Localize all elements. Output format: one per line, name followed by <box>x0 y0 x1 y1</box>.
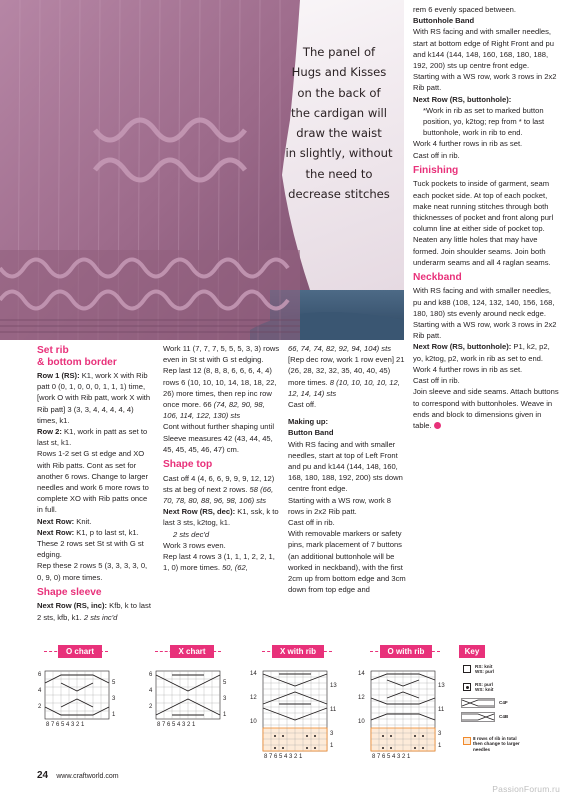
instructions-column-2 <box>163 343 280 573</box>
row-text: K1, work in patt as set to last st, k1. <box>37 427 148 448</box>
heading-shape-top: Shape top <box>163 459 213 471</box>
subheading-making-up: Making up: <box>288 417 329 427</box>
heading-line: & bottom border <box>37 356 117 368</box>
paragraph: Cast off 4 (4, 6, 6, 9, 9, 9, 12, 12) sts at beg of next 2 rows. <box>163 473 275 494</box>
instructions-column-1 <box>37 343 154 623</box>
paragraph: *Work in rib as set to marked button position, yo, k2tog; rep from * to last buttonhole, work in rib to end. <box>423 105 545 138</box>
chart-key <box>459 645 557 760</box>
photo-caption <box>275 42 403 204</box>
row-text: Knit. <box>74 516 92 526</box>
paragraph: Rep last 4 rows 3 (1, 1, 1, 2, 2, 1, 1, 0) more times. <box>163 551 275 573</box>
c4b-cable-icon <box>461 712 495 722</box>
rib-rows-symbol-icon <box>463 737 471 745</box>
key-purl-rs: RS: purl <box>475 682 493 687</box>
row-number: 13 <box>438 683 445 689</box>
row-number: 11 <box>330 707 337 713</box>
stitch-count: 66, 74, 74, 82, 92, 94, 104) sts <box>288 344 392 353</box>
key-c4f: C4F <box>499 700 508 705</box>
caption-line: on the back of <box>297 85 381 100</box>
row-label: Next Row (RS, buttonhole): <box>413 342 512 352</box>
paragraph: Cast off in rib. <box>288 518 335 528</box>
row-label: Next Row (RS, dec): <box>163 507 236 517</box>
purl-symbol-icon <box>463 683 471 691</box>
row-number: 1 <box>112 712 116 718</box>
c4f-cable-icon <box>461 698 495 708</box>
instructions-column-4 <box>413 4 561 431</box>
paragraph: Work 4 further rows in rib as set. <box>413 139 523 149</box>
paragraph: With RS facing and with smaller needles, start at top of Left Front and pu and k144 (144, 148, 160, 168, 180, 188, 192, 200) sts down centre front edge. <box>288 439 403 494</box>
knitting-charts <box>0 640 566 760</box>
key-knit-ws: WS: purl <box>475 669 494 675</box>
row-number: 2 <box>38 704 42 710</box>
row-number: 14 <box>250 671 257 677</box>
stitch-count: 8 (10, 10, 10, 10, 12, 12, 14, 14) sts <box>288 377 400 398</box>
row-text: K1, work X with Rib patt 0 (0, 1, 0, 0, 0, 1, 1, 1) time, [work O with Rib patt, work X with Rib patt] 3 (3, 3, 4, 4, 4, 4, 4) times, k1. <box>37 371 151 425</box>
x-chart-grid <box>155 670 221 720</box>
paragraph: Work 3 rows even. <box>163 540 226 550</box>
row-text: Kfb, k to last 2 sts, kfb, k1. <box>37 601 151 622</box>
knit-symbol-icon <box>463 665 471 673</box>
instructions-column-3 <box>288 343 406 595</box>
paragraph: [Rep dec row, work 1 row even] 21 (26, 28, 32, 32, 35, 40, 40, 45) more times. <box>288 355 405 387</box>
o-with-rib-title: O with rib <box>380 645 432 658</box>
key-knit <box>475 664 494 675</box>
row-label: Next Row (RS, buttonhole): <box>413 94 512 104</box>
row-label: Row 2: <box>37 427 62 437</box>
watermark: PassionForum.ru <box>492 784 560 794</box>
paragraph: Work 4 further rows in rib as set. <box>413 364 523 374</box>
column-numbers: 8 7 6 5 4 3 2 1 <box>264 754 303 760</box>
row-text: P1, k2, p2, yo, k2tog, p2, work in rib as set to end. <box>413 342 550 363</box>
subheading-buttonhole-band: Buttonhole Band <box>413 16 475 26</box>
key-rib <box>473 736 557 752</box>
row-number: 10 <box>250 719 257 725</box>
stitch-count: 50, (62, <box>222 563 248 573</box>
paragraph: With RS facing and with smaller needles, pu and k88 (108, 124, 132, 140, 156, 168, 180, 180) sts evenly around neck edge. <box>413 286 555 318</box>
page-footer <box>37 770 119 781</box>
row-number: 2 <box>149 704 153 710</box>
row-number: 5 <box>223 680 227 686</box>
paragraph: Cont without further shaping until Sleeve measures 42 (43, 44, 45, 45, 45, 45, 46, 47) cm. <box>163 422 275 454</box>
row-number: 1 <box>330 743 334 749</box>
paragraph: Rep last 12 (8, 8, 8, 6, 6, 6, 4, 4) rows 6 (10, 10, 10, 14, 18, 18, 22, 26) more times, then rep inc row once more. 66 <box>163 366 277 410</box>
caption-line: the need to <box>305 166 373 181</box>
key-purl-ws: WS: knit <box>475 687 494 693</box>
stitch-count: 2 sts dec'd <box>173 529 210 539</box>
paragraph: Starting with a WS row, work 8 rows in 2x2 Rib patt. <box>288 495 391 516</box>
caption-line: decrease stitches <box>288 187 390 202</box>
row-number: 3 <box>438 731 442 737</box>
end-bullet-icon <box>434 422 441 429</box>
page-number: 24 <box>37 770 49 781</box>
row-label: Next Row: <box>37 527 75 537</box>
paragraph: Rep these 2 rows 5 (3, 3, 3, 3, 0, 0, 9, 0) more times. <box>37 561 148 582</box>
stitch-count: (74, 82, 90, 98, 106, 114, 122, 130) sts <box>163 400 265 421</box>
x-with-rib-grid <box>262 670 328 752</box>
row-label: Next Row (RS, inc): <box>37 601 108 611</box>
paragraph: Tuck pockets to inside of garment, seam each pocket side. At top of each pocket, make neat running stitches through both thicknesses of pocket and front along purl column line at either side of pocket top. Neaten any little holes that may have formed. Join shoulder seams. Join both underarm seams and all 4 raglan seams. <box>413 179 554 267</box>
row-number: 4 <box>38 688 42 694</box>
o-chart-grid <box>44 670 110 720</box>
paragraph: Rows 1-2 set G st edge and XO with Rib patts. Cont as set for another 6 rows. Change to larger needles and work 6 more rows to complete XO with Rib patts once in full. <box>37 449 149 515</box>
row-number: 11 <box>438 707 445 713</box>
paragraph: Work 11 (7, 7, 7, 5, 5, 5, 3, 3) rows even in St st with G st edging. <box>163 344 280 365</box>
heading-neckband: Neckband <box>413 271 462 283</box>
paragraph: These 2 rows set St st with G st edging. <box>37 539 144 560</box>
caption-line: the cardigan will <box>291 105 387 120</box>
row-number: 5 <box>112 680 116 686</box>
row-number: 6 <box>149 672 153 678</box>
row-number: 13 <box>330 683 337 689</box>
paragraph: Starting with a WS row, work 3 rows in 2x2 Rib patt. <box>413 72 557 93</box>
row-number: 6 <box>38 672 42 678</box>
row-label: Next Row: <box>37 516 75 526</box>
cardigan-photo <box>0 0 404 340</box>
row-label: Row 1 (RS): <box>37 371 80 380</box>
row-number: 4 <box>149 688 153 694</box>
row-number: 3 <box>330 731 334 737</box>
row-number: 12 <box>250 695 257 701</box>
heading-shape-sleeve: Shape sleeve <box>37 586 102 598</box>
key-knit-rs: RS: knit <box>475 664 493 669</box>
row-text: K1, ssk, k to last 3 sts, k2tog, k1. <box>163 507 279 528</box>
paragraph: Starting with a WS row, work 3 rows in 2x2 Rib patt. <box>413 320 557 341</box>
o-with-rib-grid <box>370 670 436 752</box>
paragraph: Cast off in rib. <box>413 150 460 160</box>
row-number: 10 <box>358 719 365 725</box>
row-number: 1 <box>223 712 227 718</box>
x-chart-title: X chart <box>170 645 214 658</box>
stitch-count: 2 sts inc'd <box>83 612 118 622</box>
caption-line: draw the waist <box>296 126 382 141</box>
column-numbers: 8 7 6 5 4 3 2 1 <box>372 754 411 760</box>
paragraph: rem 6 evenly spaced between. <box>413 5 516 14</box>
column-numbers: 8 7 6 5 4 3 2 1 <box>46 722 85 728</box>
column-numbers: 8 7 6 5 4 3 2 1 <box>157 722 196 728</box>
key-rib-line: needles <box>473 746 491 752</box>
caption-line: The panel of <box>302 45 376 59</box>
row-number: 1 <box>438 743 442 749</box>
row-text: K1, p to last st, k1. <box>74 527 139 537</box>
paragraph: Cast off in rib. <box>413 376 460 386</box>
row-number: 12 <box>358 695 365 701</box>
key-rib-line: then change to larger <box>473 741 520 747</box>
website-url: www.craftworld.com <box>56 773 119 780</box>
key-purl <box>475 682 493 693</box>
subheading-button-band: Button Band <box>288 428 334 438</box>
heading-line: Set rib <box>37 345 69 356</box>
paragraph: With removable markers or safety pins, mark placement of 7 buttons (an additional buttonhole will be worked in neckband), with the first 2cm up from bottom edge and 3cm down from top edge and <box>288 529 406 595</box>
row-number: 14 <box>358 671 365 677</box>
paragraph: Join sleeve and side seams. Attach buttons to correspond with buttonholes. Weave in ends and block to dimensions given in table. <box>413 387 559 430</box>
o-chart-title: O chart <box>58 645 102 658</box>
key-c4b: C4B <box>499 714 509 719</box>
paragraph: With RS facing and with smaller needles, start at bottom edge of Right Front and pu and k144 (144, 148, 160, 168, 180, 188, 192, 200) sts up centre front edge. <box>413 27 554 71</box>
paragraph: Cast off. <box>288 400 317 410</box>
row-number: 3 <box>112 696 116 702</box>
key-rib-line: 8 rows of rib in total <box>473 736 517 741</box>
key-title: Key <box>459 645 485 658</box>
heading-finishing: Finishing <box>413 164 459 176</box>
stitch-count: 58 (66, 70, 78, 80, 88, 96, 98, 106) sts <box>163 484 274 505</box>
x-with-rib-title: X with rib <box>272 645 324 658</box>
caption-line: Hugs and Kisses <box>291 65 387 80</box>
caption-line: in slightly, without <box>285 146 393 161</box>
row-number: 3 <box>223 696 227 702</box>
heading-set-rib <box>37 345 154 368</box>
